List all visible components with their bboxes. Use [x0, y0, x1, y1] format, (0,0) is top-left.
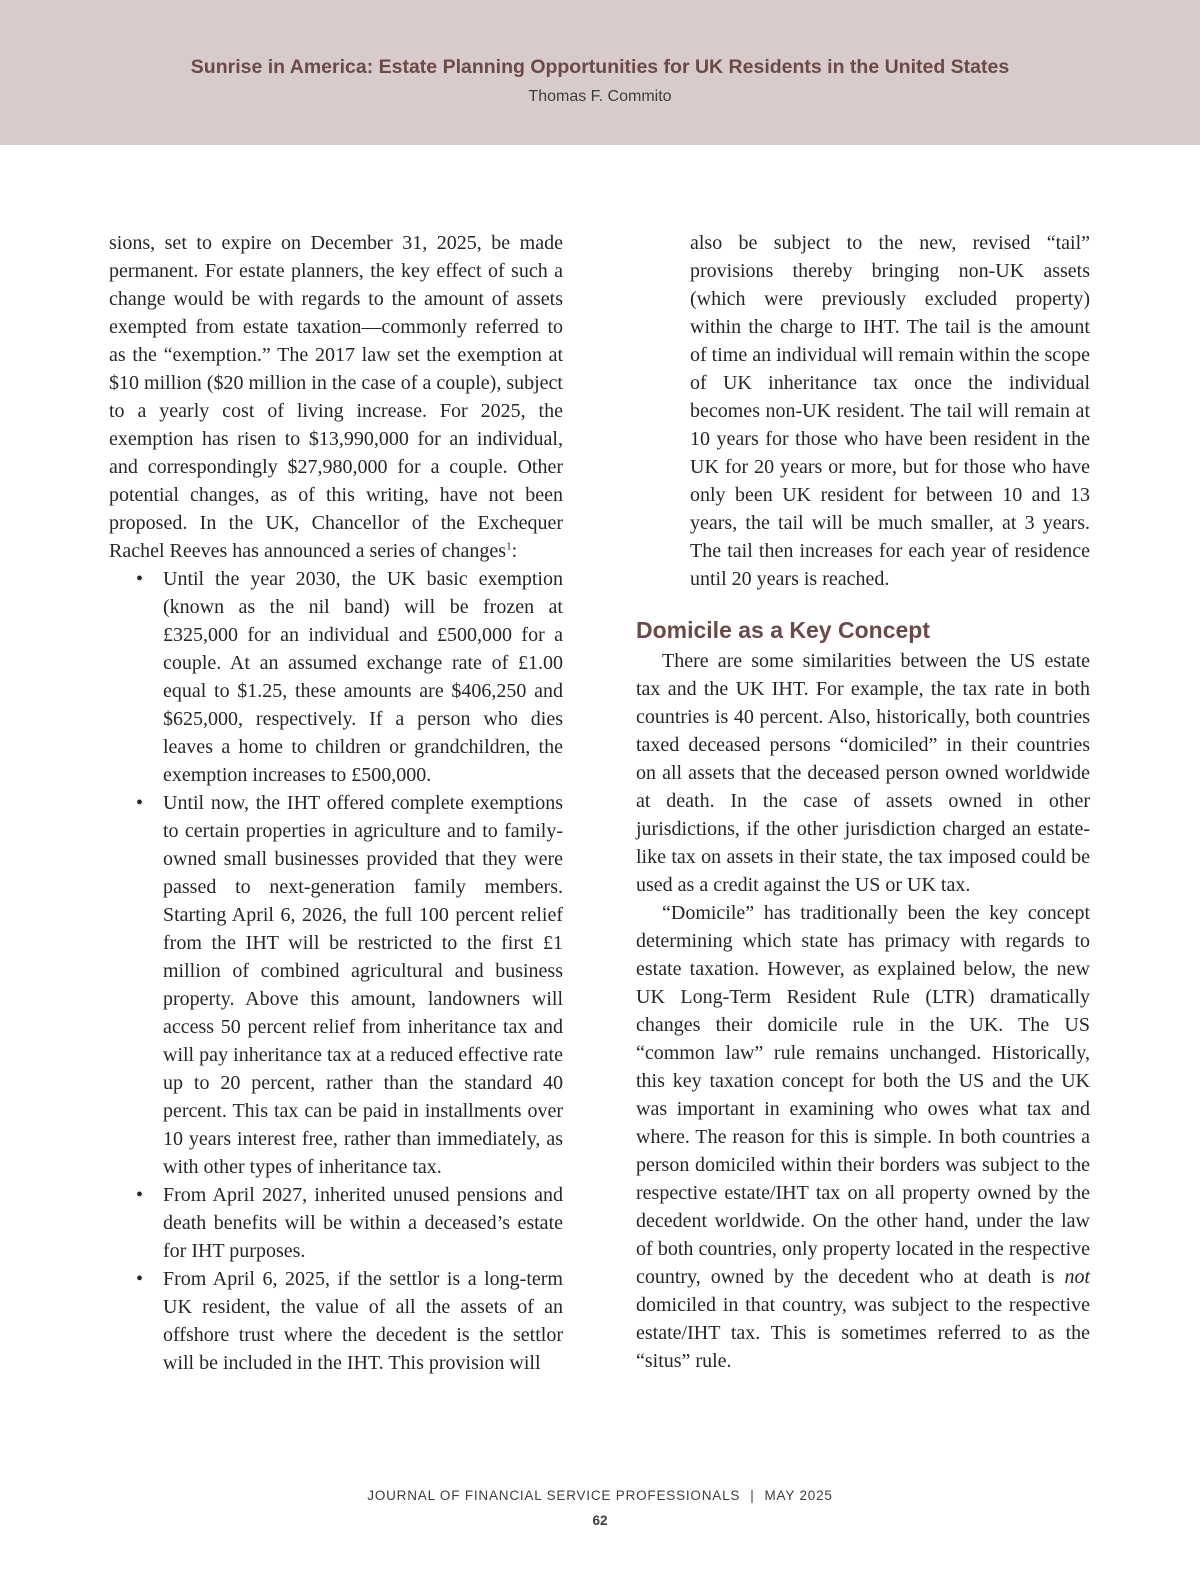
bullet-item: • From April 6, 2025, if the settlor is a long-term UK resident, the value of all the assets of an offshore trust where the decedent is the settlor will be included in the IHT. This provision will — [163, 1265, 563, 1377]
body-paragraph — [636, 899, 1090, 1375]
running-header — [0, 0, 1200, 145]
paragraph-punctuation: : — [511, 540, 518, 562]
paragraph-text: domiciled in that country, was subject to the respective estate/IHT tax. This is sometimes referred to as the “situs” rule. — [636, 1294, 1090, 1372]
article-title: Sunrise in America: Estate Planning Opportunities for UK Residents in the United States — [190, 56, 1010, 78]
page-number: 62 — [592, 1513, 608, 1528]
left-column — [109, 229, 563, 1377]
journal-name: JOURNAL OF FINANCIAL SERVICE PROFESSIONALS — [367, 1488, 741, 1503]
body-paragraph: There are some similarities between the US estate tax and the UK IHT. For example, the tax rate in both countries is 40 percent. Also, historically, both countries taxed deceased persons “domiciled” in their countries on all assets that the deceased person owned worldwide at death. In the case of assets owned in other jurisdictions, if the other jurisdiction charged an estate-like tax on assets in their state, the tax imposed could be used as a credit against the US or UK tax. — [636, 650, 1090, 896]
bullet-item: • Until now, the IHT offered complete exemptions to certain properties in agriculture and to family-owned small businesses provided that they were passed to next-generation family members. Starting April 6, 2026, the full 100 percent relief from the IHT will be restricted to the first £1 million of combined agricultural and business property. Above this amount, landowners will access 50 percent relief from inheritance tax and will pay inheritance tax at a reduced effective rate up to 20 percent, rather than the standard 40 percent. This tax can be paid in installments over 10 years interest free, rather than immediately, as with other types of inheritance tax. — [163, 789, 563, 1181]
body-paragraph — [109, 229, 563, 565]
article-author: Thomas F. Commito — [528, 88, 672, 105]
running-footer — [0, 1488, 1200, 1503]
bullet-item: • Until the year 2030, the UK basic exemption (known as the nil band) will be frozen at £325,000 for an individual and £500,000 for a couple. At an assumed exchange rate of £1.00 equal to $1.25, these amounts are $406,250 and $625,000, respectively. If a person who dies leaves a home to children or grandchildren, the exemption increases to £500,000. — [163, 565, 563, 789]
bullet-item: • From April 2027, inherited unused pensions and death benefits will be within a deceased’s estate for IHT purposes. — [163, 1181, 563, 1265]
footnote-marker[interactable]: 1 — [506, 540, 512, 553]
paragraph-text: sions, set to expire on December 31, 2025, be made permanent. For estate planners, the key effect of such a change would be with regards to the amount of assets exempted from estate taxation—commonly referred to as the “exemption.” The 2017 law set the exemption at $10 million ($20 million in the case of a couple), subject to a yearly cost of living increase. For 2025, the exemption has risen to $13,990,000 for an individual, and correspondingly $27,980,000 for a couple. Other potential changes, as of this writing, have not been proposed. In the UK, Chancellor of the Exchequer Rachel Reeves has announced a series of changes — [109, 232, 563, 562]
footer-separator: | — [750, 1488, 755, 1503]
bullet-continuation: also be subject to the new, revised “tail” provisions thereby bringing non-UK assets (which were previously excluded property) within the charge to IHT. The tail is the amount of time an individual will remain within the scope of UK inheritance tax once the individual becomes non-UK resident. The tail will remain at 10 years for those who have been resident in the UK for 20 years or more, but for those who have only been UK resident for between 10 and 13 years, the tail will be much smaller, at 3 years. The tail then increases for each year of residence until 20 years is reached. — [690, 232, 1090, 590]
right-column — [636, 229, 1090, 1375]
issue-date: MAY 2025 — [764, 1488, 833, 1503]
changes-bullet-list — [109, 565, 563, 1377]
emphasis-text: not — [1064, 1266, 1090, 1288]
paragraph-text: “Domicile” has traditionally been the key concept determining which state has primacy with regards to estate taxation. However, as explained below, the new UK Long-Term Resident Rule (LTR) dramatically changes their domicile rule in the UK. The US “common law” rule remains unchanged. Historically, this key taxation concept for both the US and the UK was important in examining who owes what tax and where. The reason for this is simple. In both countries a person domiciled within their borders was subject to the respective estate/IHT tax on all property owned by the decedent worldwide. On the other hand, under the law of both countries, only property located in the respective country, owned by the decedent who at death is — [636, 902, 1090, 1288]
section-heading: Domicile as a Key Concept — [636, 617, 930, 643]
